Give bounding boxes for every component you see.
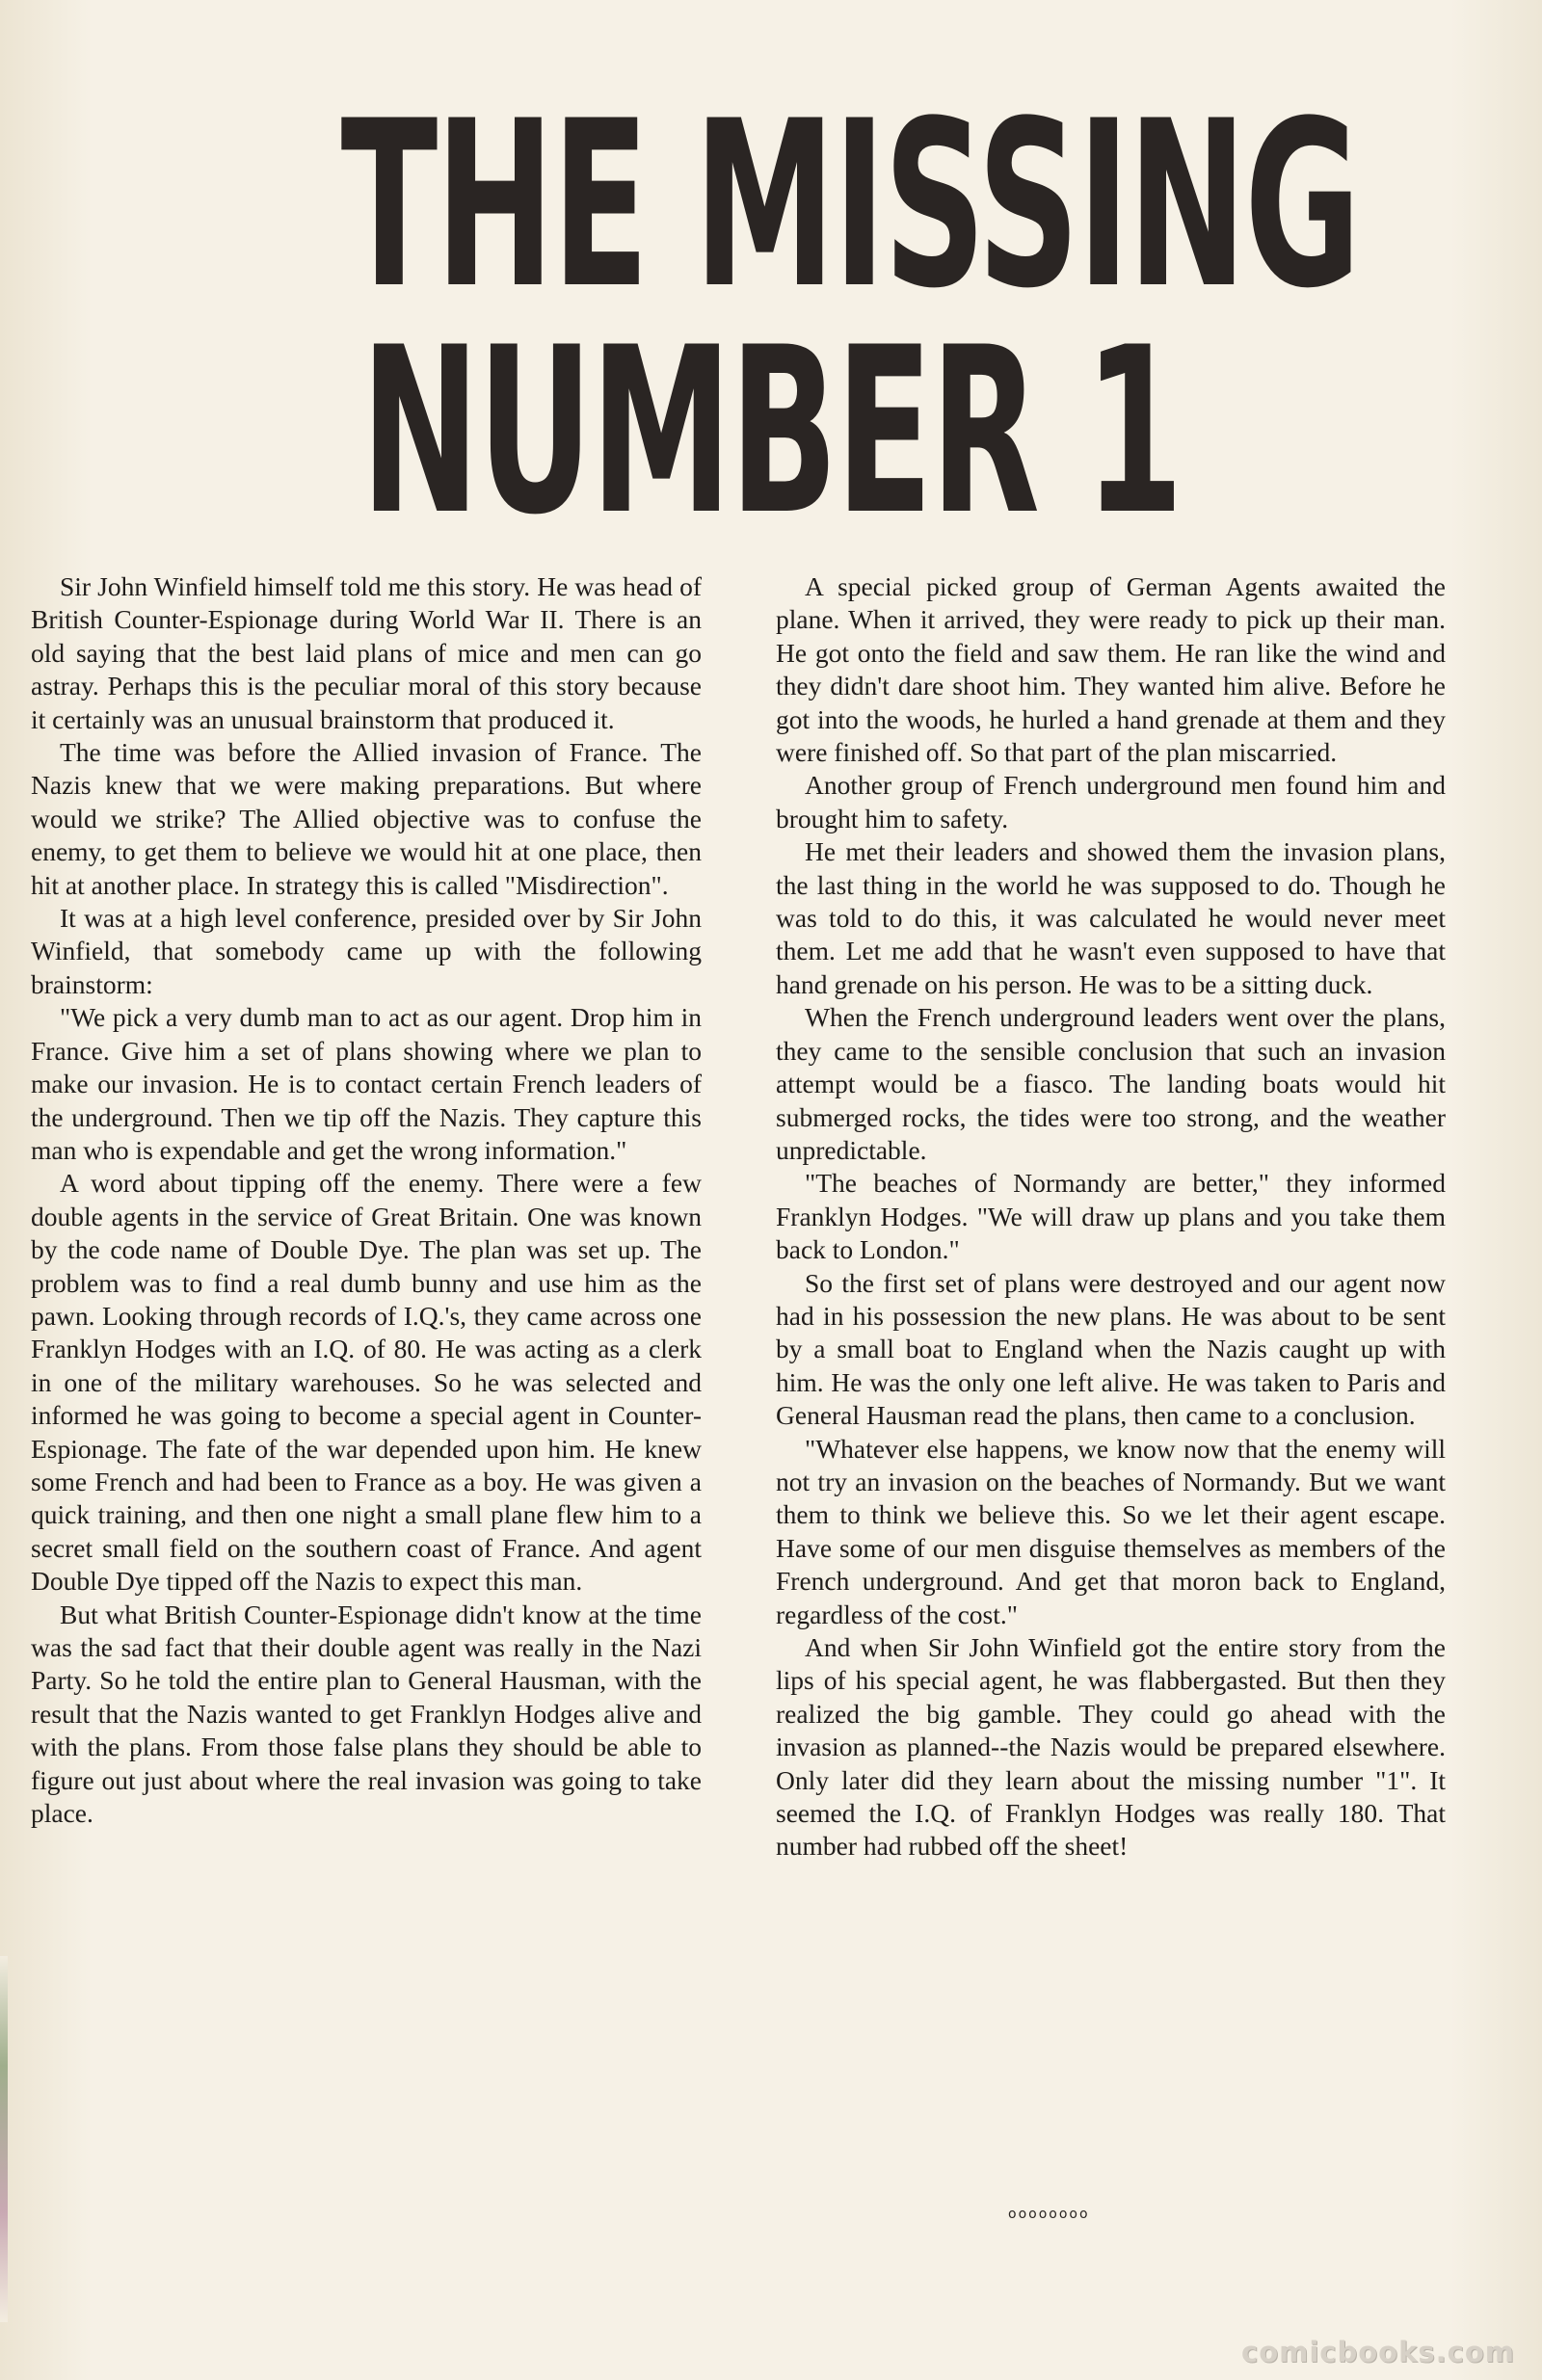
story-end-mark: oooooooo (1008, 2207, 1090, 2222)
paragraph: "Whatever else happens, we know now that the enemy will not try an invasion on the beaches of Normandy. But we want them to think we believe this. So we let their agent escape. Have some of our men disguise themselves as members of the French underground. And get that moron back to England, regardless of the cost." (776, 1433, 1446, 1629)
right-text-column (776, 570, 1446, 1864)
page-edge-color-strip (0, 1956, 8, 2322)
source-watermark: comicbooks.com (1241, 2336, 1515, 2368)
paragraph: But what British Counter-Espionage didn't know at the time was the sad fact that their double agent was really in the Nazi Party. So he told the entire plan to General Hausman, with the result that the Nazis wanted to get Franklyn Hodges alive and with the plans. From those false plans they should be able to figure out just about where the real invasion was going to take place. (31, 1599, 702, 1829)
paragraph: "The beaches of Normandy are better," they informed Franklyn Hodges. "We will draw up plans and you take them back to London." (776, 1168, 1446, 1265)
paragraph: Sir John Winfield himself told me this story. He was head of British Counter-Espionage during World War II. There is an old saying that the best laid plans of mice and men can go astray. Perhaps this is the peculiar moral of this story because it certainly was an unusual brainstorm that produced it. (31, 571, 702, 734)
paragraph: A word about tipping off the enemy. There were a few double agents in the service of Great Britain. One was known by the code name of Double Dye. The plan was set up. The problem was to find a real dumb bunny and use him as the pawn. Looking through records of I.Q.'s, they came across one Franklyn Hodges with an I.Q. of 80. He was acting as a clerk in one of the military warehouses. So he was selected and informed he was going to become a special agent in Counter-Espionage. The fate of the war depended upon him. He knew some French and had been to France as a boy. He was given a quick training, and then one night a small plane flew him to a secret small field on the southern coast of France. And agent Double Dye tipped off the Nazis to expect this man. (31, 1168, 702, 1597)
paragraph: He met their leaders and showed them the invasion plans, the last thing in the world he was supposed to do. Though he was told to do this, it was calculated he would never meet them. Let me add that he wasn't even supposed to have that hand grenade on his person. He was to be a sitting duck. (776, 836, 1446, 999)
left-text-column (31, 570, 702, 1830)
paragraph: The time was before the Allied invasion of France. The Nazis knew that we were making preparations. But where would we strike? The Allied objective was to confuse the enemy, to get them to believe we would hit at one place, then hit at another place. In strategy this is called "Misdirection". (31, 737, 702, 900)
paragraph: When the French underground leaders went over the plans, they came to the sensible conclusion that such an invasion attempt would be a fiasco. The landing boats would hit submerged rocks, the tides were too strong, and the weather unpredictable. (776, 1002, 1446, 1165)
paragraph: "We pick a very dumb man to act as our agent. Drop him in France. Give him a set of plans showing where we plan to make our invasion. He is to contact certain French leaders of the underground. Then we tip off the Nazis. They capture this man who is expendable and get the wrong information." (31, 1002, 702, 1165)
paragraph: So the first set of plans were destroyed and our agent now had in his possession the new plans. He was about to be sent by a small boat to England when the Nazis caught up with him. He was the only one left alive. He was taken to Paris and General Hausman read the plans, then came to a conclusion. (776, 1267, 1446, 1431)
headline-line-2: NUMBER 1 (360, 299, 1182, 566)
paragraph: It was at a high level conference, presided over by Sir John Winfield, that somebody came up with the following brainstorm: (31, 903, 702, 999)
paragraph: Another group of French underground men found him and brought him to safety. (776, 770, 1446, 833)
paragraph: And when Sir John Winfield got the entire story from the lips of his special agent, he was flabbergasted. But then they realized the big gamble. They could go ahead with the invasion as planned--the Nazis would be prepared elsewhere. Only later did they learn about the missing number "1". It seemed the I.Q. of Franklyn Hodges was really 180. That number had rubbed off the sheet! (776, 1632, 1446, 1862)
paragraph: A special picked group of German Agents awaited the plane. When it arrived, they were ready to pick up their man. He got onto the field and saw them. He ran like the wind and they didn't dare shoot him. They wanted him alive. Before he got into the woods, he hurled a hand grenade at them and they were finished off. So that part of the plan miscarried. (776, 571, 1446, 768)
headline-line-1: THE MISSING (340, 72, 1359, 339)
